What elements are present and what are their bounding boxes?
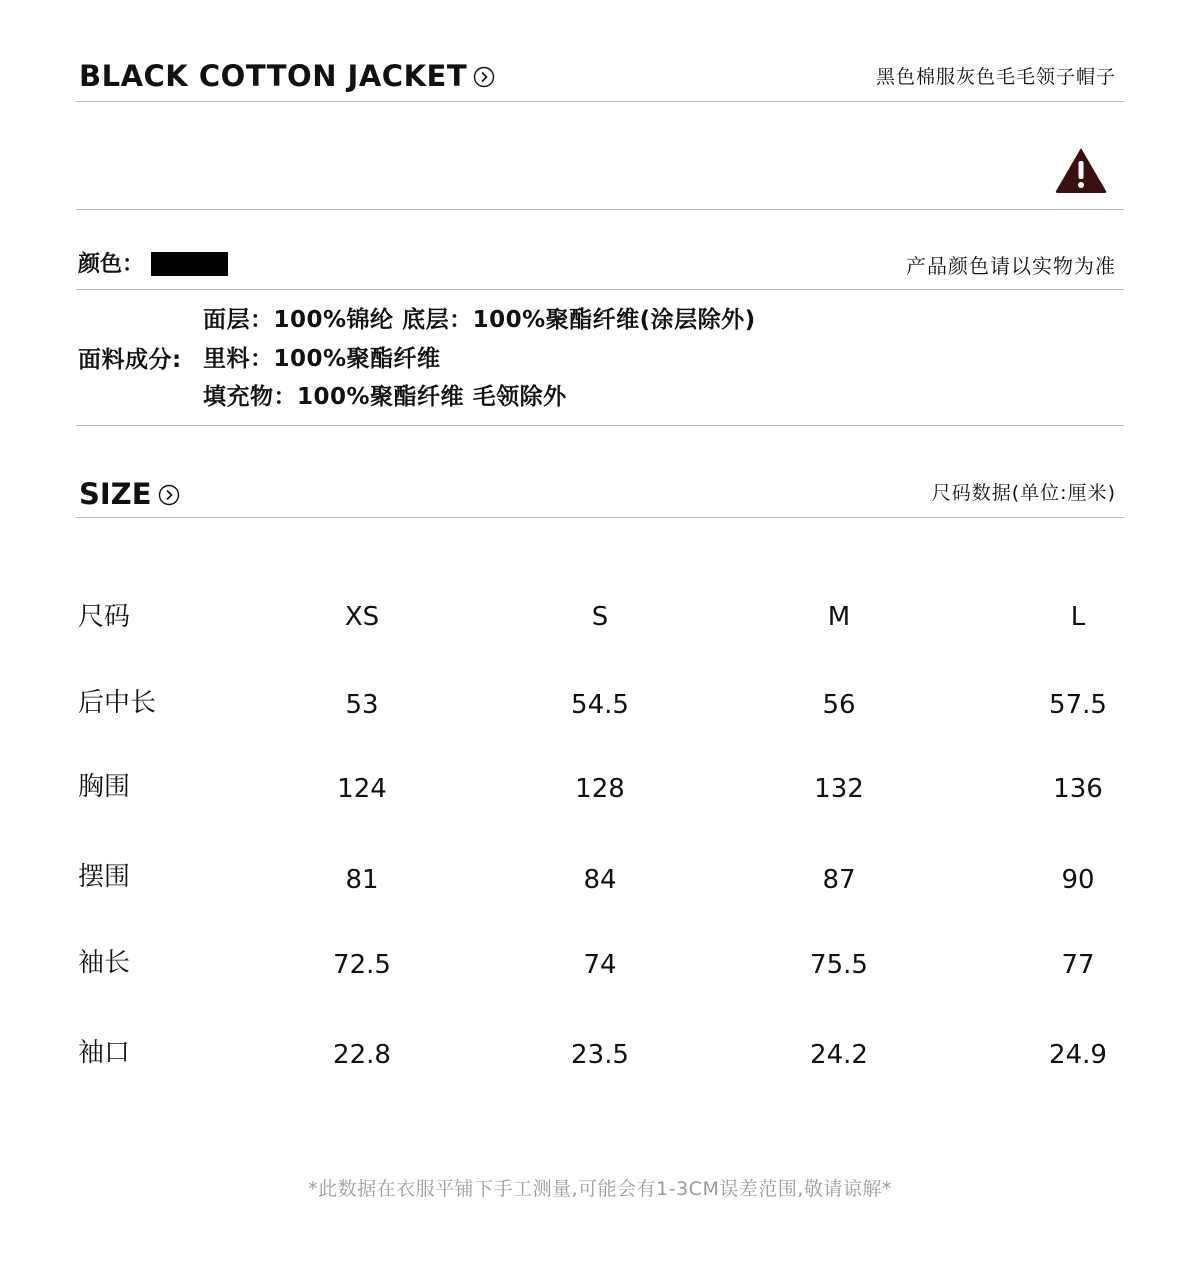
row-label: 胸围 xyxy=(78,772,131,802)
table-cell: 53 xyxy=(345,690,379,720)
table-cell: 24.9 xyxy=(1049,1040,1107,1070)
table-cell: 54.5 xyxy=(571,690,629,720)
chevron-right-circle-icon xyxy=(473,60,495,96)
table-cell: 81 xyxy=(345,865,379,895)
table-cell: 90 xyxy=(1061,865,1095,895)
table-cell: 87 xyxy=(822,865,856,895)
color-label: 颜色： xyxy=(78,252,145,277)
row-label: 尺码 xyxy=(78,602,131,632)
table-cell: 128 xyxy=(575,774,625,804)
divider xyxy=(76,517,1124,518)
divider xyxy=(76,289,1124,290)
size-title-text: SIZE xyxy=(79,477,152,511)
product-subtitle: 黑色棉服灰色毛毛领子帽子 xyxy=(875,66,1116,88)
table-cell: 77 xyxy=(1061,950,1095,980)
fabric-label: 面料成分: xyxy=(78,347,182,373)
table-header-cell: M xyxy=(827,602,851,632)
table-cell: 57.5 xyxy=(1049,690,1107,720)
row-label: 袖长 xyxy=(78,948,131,978)
table-header-cell: S xyxy=(591,602,609,632)
table-cell: 56 xyxy=(822,690,856,720)
color-note: 产品颜色请以实物为准 xyxy=(906,254,1116,278)
table-cell: 72.5 xyxy=(333,950,391,980)
table-cell: 23.5 xyxy=(571,1040,629,1070)
measurement-disclaimer: *此数据在衣服平铺下手工测量,可能会有1-3CM误差范围,敬请谅解* xyxy=(308,1178,892,1200)
product-title-text: BLACK COTTON JACKET xyxy=(79,59,468,93)
table-cell: 84 xyxy=(583,865,617,895)
table-header-cell: XS xyxy=(344,602,380,632)
table-header-cell: L xyxy=(1070,602,1086,632)
table-cell: 136 xyxy=(1053,774,1103,804)
fabric-line-filling: 填充物：100%聚酯纤维 毛领除外 xyxy=(203,384,567,410)
chevron-right-circle-icon xyxy=(158,478,180,514)
row-label: 摆围 xyxy=(78,862,131,892)
table-cell: 124 xyxy=(337,774,387,804)
fabric-line-lining: 里料：100%聚酯纤维 xyxy=(203,346,441,372)
warning-triangle-icon xyxy=(1053,145,1109,199)
divider xyxy=(76,425,1124,426)
row-label: 后中长 xyxy=(78,688,157,718)
color-swatch xyxy=(151,252,228,276)
fabric-line-shell: 面层：100%锦纶 底层：100%聚酯纤维(涂层除外) xyxy=(203,307,756,333)
table-cell: 132 xyxy=(814,774,864,804)
row-label: 袖口 xyxy=(78,1038,131,1068)
product-title xyxy=(79,58,495,96)
table-cell: 22.8 xyxy=(333,1040,391,1070)
table-cell: 75.5 xyxy=(810,950,868,980)
table-cell: 24.2 xyxy=(810,1040,868,1070)
divider xyxy=(76,101,1124,102)
size-unit-note: 尺码数据(单位:厘米) xyxy=(931,482,1116,504)
table-cell: 74 xyxy=(583,950,617,980)
divider xyxy=(76,209,1124,210)
size-title xyxy=(79,476,180,514)
